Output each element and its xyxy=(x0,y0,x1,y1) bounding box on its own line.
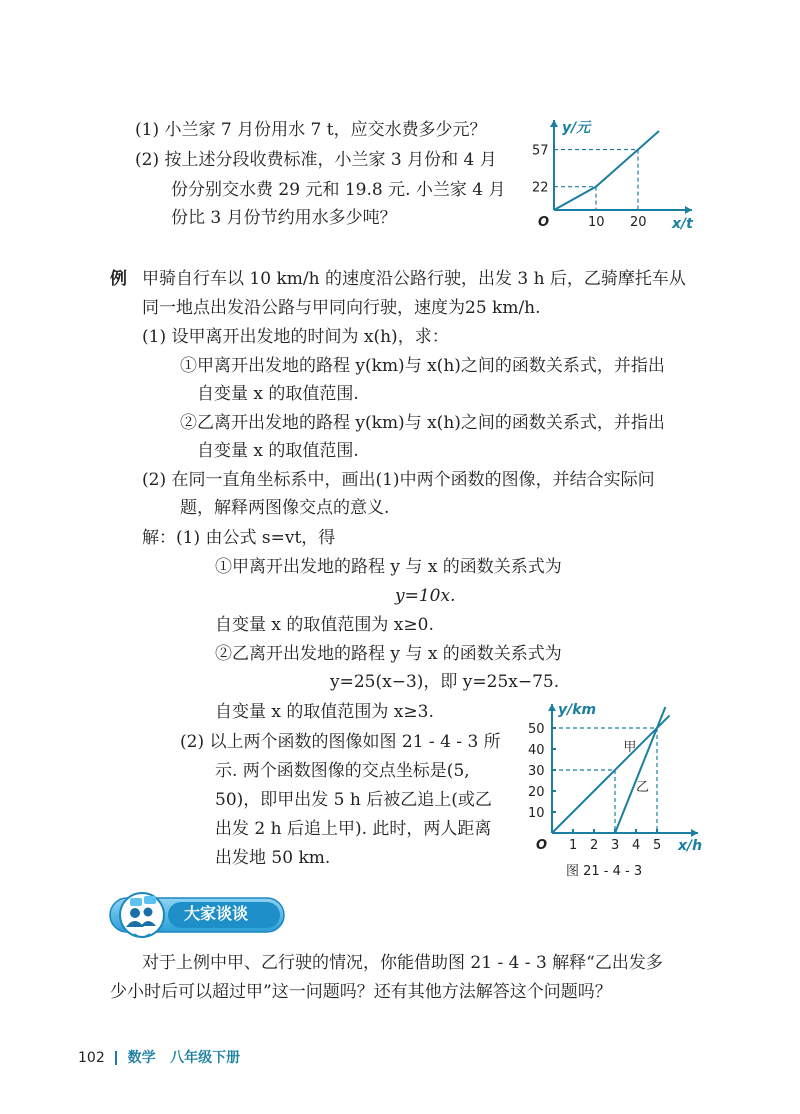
solution-line10: 50)，即甲出发 5 h 后被乙追上(或乙 xyxy=(215,790,492,810)
book-grade: 八年级下册 xyxy=(170,1050,241,1066)
example-part2-line1: (2) 在同一直角坐标系中，画出(1)中两个函数的图像，并结合实际问 xyxy=(142,470,655,490)
series-line-jia xyxy=(552,715,670,833)
origin-label: O xyxy=(538,215,550,230)
y-axis-label: y/元 xyxy=(562,120,591,136)
discuss-line2: 少小时后可以超过甲”这一问题吗？还有其他方法解答这个问题吗？ xyxy=(110,982,612,1002)
solution-line3: y=10x. xyxy=(395,586,456,606)
x-axis-label: x/t xyxy=(672,216,693,232)
y-tick-label: 40 xyxy=(528,743,545,758)
y-axis-arrow xyxy=(548,704,556,711)
solution-line4: 自变量 x 的取值范围为 x≥0. xyxy=(215,615,434,635)
solution-line7: 自变量 x 的取值范围为 x≥3. xyxy=(215,702,434,722)
solution-line2: ①甲离开出发地的路程 y 与 x 的函数关系式为 xyxy=(215,557,562,577)
example-part1a-line2: 自变量 x 的取值范围. xyxy=(197,384,359,404)
example-line2: 同一地点出发沿公路与甲同向行驶，速度为25 km/h. xyxy=(142,298,541,318)
page-footer xyxy=(78,1047,240,1067)
x-axis-label: x/h xyxy=(678,838,703,854)
question-1: (1) 小兰家 7 月份用水 7 t，应交水费多少元？ xyxy=(135,120,487,140)
example-label: 例 xyxy=(110,269,127,289)
footer-divider xyxy=(115,1051,117,1065)
discuss-title: 大家谈谈 xyxy=(184,904,249,923)
solution-line8: (2) 以上两个函数的图像如图 21 - 4 - 3 所 xyxy=(180,732,501,752)
solution-line1: 解：(1) 由公式 s=vt，得 xyxy=(142,528,336,548)
x-axis-arrow xyxy=(685,206,692,214)
water-fee-chart xyxy=(520,112,700,240)
y-tick-label: 57 xyxy=(532,143,549,159)
y-tick-label: 10 xyxy=(528,806,545,821)
y-axis-arrow xyxy=(550,120,558,127)
y-tick-label: 30 xyxy=(528,764,545,779)
question-2-line2: 份分别交水费 29 元和 19.8 元. 小兰家 4 月 xyxy=(171,180,506,200)
example-line1: 甲骑自行车以 10 km/h 的速度沿公路行驶，出发 3 h 后，乙骑摩托车从 xyxy=(142,269,686,289)
y-tick-label: 50 xyxy=(528,722,545,737)
discuss-line1: 对于上例中甲、乙行驶的情况，你能借助图 21 - 4 - 3 解释“乙出发多 xyxy=(142,953,663,973)
solution-line11: 出发 2 h 后追上甲). 此时，两人距离 xyxy=(215,819,492,839)
book-title: 数学 xyxy=(127,1050,156,1066)
example-part1b-line1: ②乙离开出发地的路程 y(km)与 x(h)之间的函数关系式，并指出 xyxy=(180,413,665,433)
x-tick-label: 3 xyxy=(611,838,620,853)
x-axis-arrow xyxy=(691,829,698,837)
series-line-yi xyxy=(615,707,665,833)
series-line-fee xyxy=(554,131,659,210)
question-2-line3: 份比 3 月份节约用水多少吨？ xyxy=(171,208,397,228)
series-label: 乙 xyxy=(636,780,650,795)
question-2-line1: (2) 按上述分段收费标准，小兰家 3 月份和 4 月 xyxy=(135,150,497,170)
series-label: 甲 xyxy=(623,740,637,756)
x-tick-label: 2 xyxy=(590,838,599,853)
distance-time-chart xyxy=(520,698,705,858)
solution-line12: 出发地 50 km. xyxy=(215,848,331,868)
x-tick-label: 5 xyxy=(653,838,662,853)
example-part1a-line1: ①甲离开出发地的路程 y(km)与 x(h)之间的函数关系式，并指出 xyxy=(180,356,665,376)
y-tick-label: 20 xyxy=(528,785,545,800)
x-tick-label: 10 xyxy=(588,215,605,230)
example-part1b-line2: 自变量 x 的取值范围. xyxy=(197,441,359,461)
example-part2-line2: 题，解释两图像交点的意义. xyxy=(180,498,390,518)
example-part1: (1) 设甲离开出发地的时间为 x(h)，求： xyxy=(142,327,449,347)
x-tick-label: 20 xyxy=(630,215,647,230)
origin-label: O xyxy=(536,838,548,853)
y-tick-label: 22 xyxy=(532,180,549,196)
solution-line5: ②乙离开出发地的路程 y 与 x 的函数关系式为 xyxy=(215,644,562,664)
solution-line6: y=25(x−3)，即 y=25x−75. xyxy=(330,672,560,692)
solution-line9: 示. 两个函数图像的交点坐标是(5, xyxy=(215,761,470,781)
y-axis-label: y/km xyxy=(558,702,597,718)
x-tick-label: 1 xyxy=(569,838,578,853)
figure-caption: 图 21 - 4 - 3 xyxy=(566,864,643,879)
page-number: 102 xyxy=(78,1050,105,1066)
x-tick-label: 4 xyxy=(632,838,641,853)
